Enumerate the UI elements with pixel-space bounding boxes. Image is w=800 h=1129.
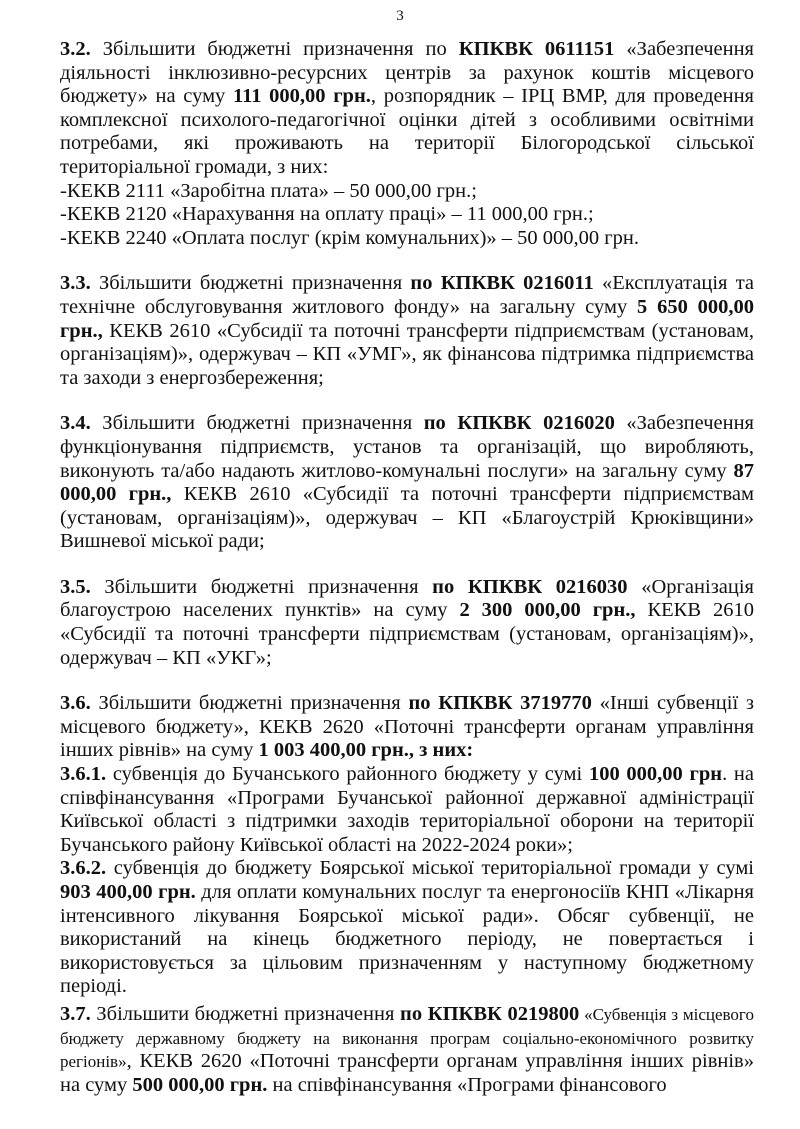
paragraph-3-6-2: 3.6.2. субвенція до бюджету Боярської міської територіальної громади у сумі 903 400,00 грн. для оплати комунальних послуг та енергоносіїв КНП «Лікарня інтенсивного лікування Боярської міської ради». Обсяг субвенції, не використаний на кінець бюджетного періоду, не повертається і використовується за цільовим призначенням у наступному бюджетному періоді. <box>60 857 754 998</box>
item-number: 3.2. <box>60 38 91 60</box>
item-number: 3.7. <box>60 1002 91 1025</box>
item-number: 3.3. <box>60 272 91 295</box>
item-number: 3.6. <box>60 692 91 715</box>
paragraph-3-7: 3.7. Збільшити бюджетні призначення по КПКВК 0219800 «Субвенція з місцевого бюджету державному бюджету на виконання програм соціально-економічного розвитку регіонів», КЕКВ 2620 «Поточні трансферти органам управління інших рівнів» на суму 500 000,00 грн. на співфінансування «Програми фінансового <box>60 1002 754 1096</box>
page-number: 3 <box>396 8 404 24</box>
amount: 1 003 400,00 грн., з них: <box>258 739 474 762</box>
program-code: по КПКВК 3719770 <box>408 692 592 715</box>
item-number: 3.5. <box>60 575 91 598</box>
item-number: 3.6.2. <box>60 857 107 880</box>
paragraph-3-3: 3.3. Збільшити бюджетні призначення по КПКВК 0216011 «Експлуатація та технічне обслуговування житлового фонду» на загальну суму 5 650 000,00 грн., КЕКВ 2610 «Субсидії та поточні трансферти підприємствам (установам, організаціям)», одержувач – КП «УМГ», як фінансова підтримка підприємства та заходи з енергозбереження; <box>60 272 755 389</box>
kekv-item: -КЕКВ 2240 «Оплата послуг (крім комунальних)» – 50 000,00 грн. <box>60 226 640 249</box>
item-number: 3.6.1. <box>60 763 107 786</box>
amount: 100 000,00 грн <box>588 763 723 786</box>
paragraph-3-2: 3.2. Збільшити бюджетні призначення по КПКВК 0611151 «Забезпечення діяльності інклюзивно-ресурсних центрів за рахунок коштів місцевого бюджету» на суму 111 000,00 грн., розпорядник – ІРЦ ВМР, для проведення комплексної психолого-педагогічної оцінки дітей з особливими освітніми потребами, які проживають на території Білогородської сільської територіальної громади, з них: <box>60 38 754 178</box>
amount: 500 000,00 грн. <box>132 1073 268 1096</box>
paragraph-3-4: 3.4. Збільшити бюджетні призначення по КПКВК 0216020 «Забезпечення функціонування підприємств, установ та організацій, що виробляють, виконують та/або надають житлово-комунальні послуги» на загальну суму 87 000,00 грн., КЕКВ 2610 «Субсидії та поточні трансферти підприємствам (установам, організаціям)», одержувач – КП «Благоустрій Крюківщини» Вишневої міської ради; <box>60 412 754 553</box>
kekv-item: -КЕКВ 2120 «Нарахування на оплату праці» – 11 000,00 грн.; <box>60 203 594 226</box>
document-body <box>60 38 754 1097</box>
program-code: по КПКВК 0216020 <box>423 412 615 435</box>
item-number: 3.4. <box>60 412 91 435</box>
paragraph-3-6-1: 3.6.1. субвенція до Бучанського районного бюджету у сумі 100 000,00 грн. на співфінансування «Програми Бучанської районної державної адміністрації Київської області з підтримки заходів територіальної оборони на території Бучанського району Київської області на 2022-2024 роки»; <box>60 763 754 856</box>
program-code: по КПКВК 0219800 <box>400 1002 580 1025</box>
amount: 903 400,00 грн. <box>60 881 196 903</box>
kekv-item: -КЕКВ 2111 «Заробітна плата» – 50 000,00 грн.; <box>60 179 477 202</box>
amount: 5 650 000,00 грн., <box>60 295 755 342</box>
amount: 2 300 000,00 грн., <box>459 599 636 622</box>
paragraph-3-5: 3.5. Збільшити бюджетні призначення по КПКВК 0216030 «Організація благоустрою населених пунктів» на суму 2 300 000,00 грн., КЕКВ 2610 «Субсидії та поточні трансферти підприємствам (установам, організаціям)», одержувач – КП «УКГ»; <box>60 575 754 669</box>
program-code: по КПКВК 0216030 <box>432 575 628 598</box>
amount: 87 000,00 грн., <box>60 459 754 506</box>
paragraph-3-6: 3.6. Збільшити бюджетні призначення по КПКВК 3719770 «Інші субвенції з місцевого бюджету», КЕКВ 2620 «Поточні трансферти органам управління інших рівнів» на суму 1 003 400,00 грн., з них: <box>60 692 755 762</box>
amount: 111 000,00 грн. <box>233 85 371 108</box>
program-code: по КПКВК 0216011 <box>410 272 594 295</box>
program-code: КПКВК 0611151 <box>458 38 615 60</box>
